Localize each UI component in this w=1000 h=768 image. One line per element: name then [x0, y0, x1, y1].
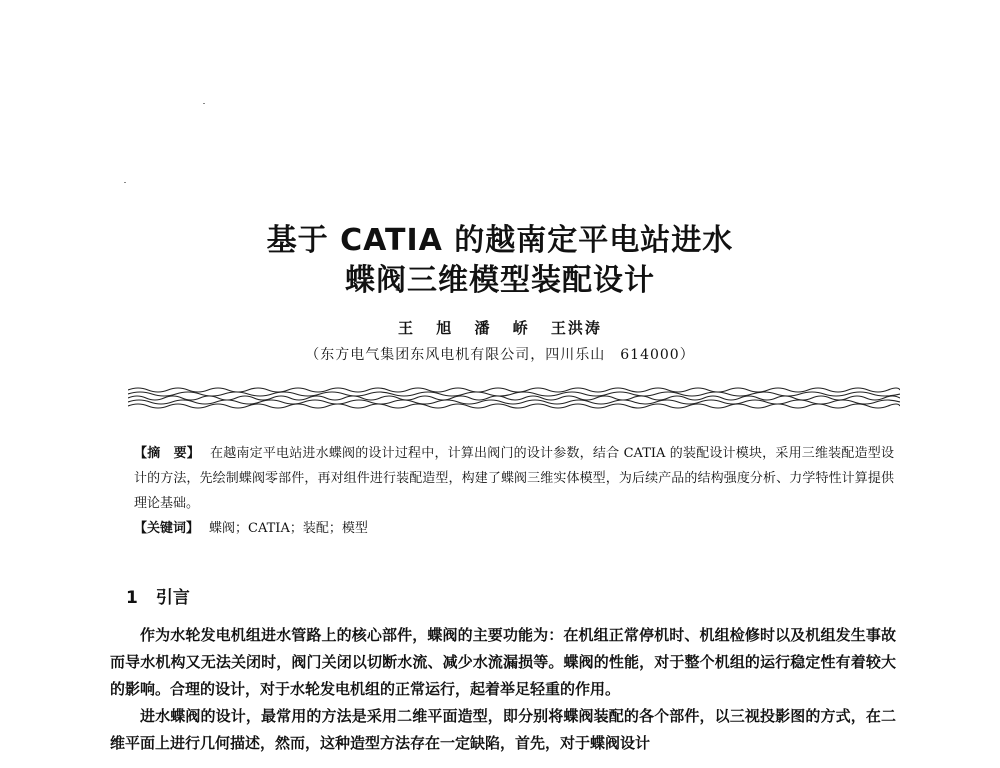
keywords-label: 【关键词】 — [134, 521, 200, 536]
abstract-label: 【摘 要】 — [134, 446, 201, 461]
paper-title-line-1: 基于 CATIA 的越南定平电站进水 — [266, 223, 734, 258]
abstract-text: 在越南定平电站进水蝶阀的设计过程中，计算出阀门的设计参数，结合 CATIA 的装配设计模块，采用三维装配造型设计的方法，先绘制蝶阀零部件，再对组件进行装配造型，构建了蝶阀三维实体模型，为后续产品的结构强度分析、力学特性计算提供理论基础。 — [134, 446, 894, 511]
paper-title-line-2: 蝶阀三维模型装配设计 — [345, 263, 655, 298]
scan-speck — [124, 182, 126, 183]
section-title: 引言 — [155, 588, 190, 608]
body-paragraph: 作为水轮发电机组进水管路上的核心部件，蝶阀的主要功能为：在机组正常停机时、机组检修时以及机组发生事故而导水机构又无法关闭时，阀门关闭以切断水流、减少水流漏损等。蝶阀的性能，对于整个机组的运行稳定性有着较大的影响。合理的设计，对于水轮发电机组的正常运行，起着举足轻重的作用。 — [110, 626, 896, 698]
abstract-paragraph — [134, 441, 894, 516]
body-paragraph: 进水蝶阀的设计，最常用的方法是采用二维平面造型，即分别将蝶阀装配的各个部件，以三视投影图的方式，在二维平面上进行几何描述，然而，这种造型方法存在一定缺陷，首先，对于蝶阀设计 — [110, 707, 896, 752]
abstract-block — [134, 441, 894, 541]
author-list: 王 旭 潘 峤 王洪涛 — [398, 319, 602, 337]
keywords-text: 蝶阀；CATIA；装配；模型 — [209, 521, 368, 536]
section-number: 1 — [126, 588, 138, 608]
scan-speck — [203, 103, 205, 104]
keywords-paragraph — [134, 516, 894, 541]
decorative-wave-divider — [128, 384, 900, 414]
section-heading — [126, 583, 190, 608]
section-body — [110, 622, 896, 757]
author-affiliation: （东方电气集团东风电机有限公司，四川乐山 614000） — [305, 347, 695, 363]
